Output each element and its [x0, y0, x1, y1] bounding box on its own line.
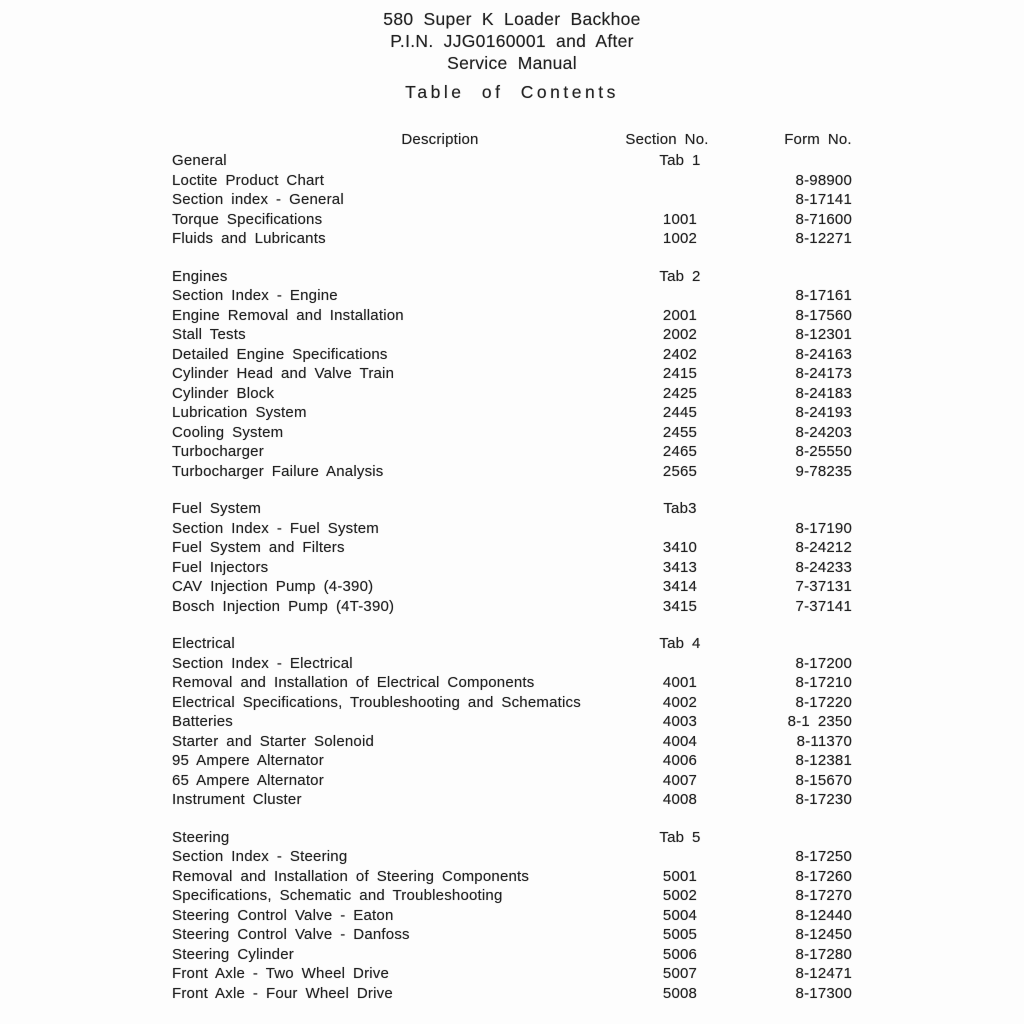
table-row — [172, 771, 862, 791]
row-description: Cooling System — [172, 423, 284, 441]
row-description: Loctite Product Chart — [172, 171, 325, 189]
table-row — [172, 751, 862, 771]
col-header-form-no: Form No. — [784, 131, 852, 148]
row-form-no: 8-12471 — [795, 965, 852, 982]
row-section-no: 4001 — [662, 674, 698, 691]
table-row — [172, 325, 862, 345]
table-row — [172, 519, 862, 539]
row-description: Engine Removal and Installation — [172, 306, 404, 324]
section-rows — [172, 286, 862, 481]
row-description: Cylinder Head and Valve Train — [172, 365, 395, 382]
toc-section — [172, 828, 862, 1004]
row-form-no: 8-24163 — [795, 345, 852, 363]
row-description: Steering Control Valve - Danfoss — [172, 926, 410, 943]
row-description: Specifications, Schematic and Troubleshooting — [172, 887, 503, 904]
row-description: Front Axle - Four Wheel Drive — [172, 984, 393, 1002]
toc-section — [172, 267, 862, 482]
row-description: Turbocharger Failure Analysis — [172, 462, 384, 480]
table-row — [172, 906, 862, 926]
table-row — [172, 654, 862, 674]
table-row — [172, 423, 862, 443]
toc-table — [172, 130, 862, 1003]
row-description: Front Axle - Two Wheel Drive — [172, 965, 390, 982]
col-header-description: Description — [401, 131, 479, 148]
col-header-section-no: Section No. — [625, 131, 709, 148]
section-name: Electrical — [172, 635, 235, 652]
row-section-no: 4007 — [662, 771, 698, 789]
row-description: Stall Tests — [172, 326, 246, 343]
section-header-row — [172, 828, 862, 848]
row-description: CAV Injection Pump (4-390) — [172, 578, 374, 595]
table-row — [172, 673, 862, 693]
row-section-no: 1001 — [662, 210, 698, 228]
table-row — [172, 210, 862, 230]
row-description: Section Index - Electrical — [172, 654, 353, 672]
row-form-no: 8-24183 — [795, 384, 852, 402]
row-form-no: 8-1 2350 — [787, 713, 852, 730]
row-section-no: 4004 — [662, 732, 698, 750]
row-form-no: 8-17141 — [795, 191, 852, 208]
table-row — [172, 171, 862, 191]
row-description: Electrical Specifications, Troubleshooting and Schematics — [172, 693, 581, 711]
row-form-no: 8-12271 — [795, 230, 852, 247]
row-section-no: 4008 — [662, 791, 698, 808]
row-form-no: 8-17210 — [795, 674, 852, 691]
row-description: Section Index - Engine — [172, 287, 338, 304]
table-header-row — [172, 130, 862, 151]
row-description: Section Index - Steering — [172, 848, 348, 865]
row-form-no: 8-25550 — [795, 443, 852, 460]
row-section-no: 5008 — [662, 984, 698, 1002]
row-description: Steering Cylinder — [172, 945, 294, 963]
row-description: Fluids and Lubricants — [172, 230, 326, 247]
row-description: 95 Ampere Alternator — [172, 752, 324, 769]
row-form-no: 8-17280 — [795, 945, 852, 963]
row-description: Cylinder Block — [172, 384, 275, 402]
row-description: Steering Control Valve - Eaton — [172, 906, 394, 924]
row-form-no: 8-71600 — [795, 210, 852, 228]
section-name: Fuel System — [172, 500, 262, 517]
row-form-no: 8-12381 — [795, 752, 852, 769]
row-form-no: 8-24173 — [795, 365, 852, 382]
row-section-no: 5005 — [662, 926, 698, 943]
row-section-no: 2465 — [662, 443, 698, 460]
section-header-row — [172, 267, 862, 287]
section-name: Steering — [172, 828, 230, 846]
table-row — [172, 867, 862, 887]
row-form-no: 8-17270 — [795, 887, 852, 904]
section-tab: Tab 1 — [659, 152, 701, 169]
row-section-no: 2425 — [662, 384, 698, 402]
section-rows — [172, 847, 862, 1003]
toc-sections — [172, 151, 862, 1003]
toc-title: Table of Contents — [405, 82, 619, 102]
table-row — [172, 558, 862, 578]
row-description: Torque Specifications — [172, 210, 323, 228]
row-section-no: 4002 — [662, 693, 698, 711]
row-form-no: 8-17260 — [795, 867, 852, 885]
row-description: Section index - General — [172, 191, 344, 208]
row-form-no: 8-24212 — [795, 539, 852, 556]
row-section-no: 2402 — [662, 345, 698, 363]
table-row — [172, 462, 862, 482]
row-section-no: 2001 — [662, 306, 698, 324]
row-form-no: 8-17190 — [795, 519, 852, 537]
table-row — [172, 984, 862, 1004]
row-form-no: 8-17230 — [795, 791, 852, 808]
section-tab: Tab3 — [663, 500, 697, 517]
row-description: Section Index - Fuel System — [172, 519, 379, 537]
row-description: Instrument Cluster — [172, 791, 302, 808]
row-section-no: 4006 — [662, 752, 698, 769]
section-tab: Tab 4 — [659, 635, 701, 652]
row-form-no: 8-12450 — [795, 926, 852, 943]
row-form-no: 8-17560 — [795, 306, 852, 324]
row-form-no: 8-24233 — [795, 558, 852, 576]
table-row — [172, 925, 862, 945]
row-description: Starter and Starter Solenoid — [172, 732, 375, 750]
row-section-no: 2445 — [662, 404, 698, 421]
section-rows — [172, 654, 862, 810]
row-form-no: 8-17220 — [795, 693, 852, 711]
row-section-no: 3410 — [662, 539, 698, 556]
table-row — [172, 384, 862, 404]
row-section-no: 3413 — [662, 558, 698, 576]
row-description: Removal and Installation of Steering Components — [172, 867, 530, 885]
table-row — [172, 886, 862, 906]
table-row — [172, 403, 862, 423]
row-section-no: 4003 — [662, 713, 698, 730]
row-section-no: 5006 — [662, 945, 698, 963]
table-row — [172, 945, 862, 965]
row-section-no: 5002 — [662, 887, 698, 904]
row-form-no: 9-78235 — [795, 462, 852, 480]
toc-section — [172, 634, 862, 810]
table-row — [172, 345, 862, 365]
table-row — [172, 306, 862, 326]
row-form-no: 8-15670 — [795, 771, 852, 789]
table-row — [172, 286, 862, 306]
table-row — [172, 597, 862, 617]
section-header-row — [172, 151, 862, 171]
table-row — [172, 847, 862, 867]
doc-title-line-1: 580 Super K Loader Backhoe — [383, 9, 641, 29]
table-row — [172, 790, 862, 810]
row-section-no: 5007 — [662, 965, 698, 982]
table-row — [172, 538, 862, 558]
row-section-no: 2415 — [662, 365, 698, 382]
section-tab: Tab 2 — [659, 267, 701, 285]
table-row — [172, 964, 862, 984]
section-header-row — [172, 634, 862, 654]
row-description: Detailed Engine Specifications — [172, 345, 388, 363]
row-form-no: 7-37141 — [795, 597, 852, 615]
section-rows — [172, 519, 862, 617]
row-form-no: 8-17161 — [795, 287, 852, 304]
row-section-no: 3415 — [662, 597, 698, 615]
row-section-no: 1002 — [662, 230, 698, 247]
section-header-row — [172, 499, 862, 519]
table-row — [172, 190, 862, 210]
section-rows — [172, 171, 862, 249]
row-section-no: 2455 — [662, 423, 698, 441]
row-description: Fuel Injectors — [172, 558, 269, 576]
row-form-no: 8-17200 — [795, 654, 852, 672]
table-row — [172, 732, 862, 752]
row-description: Removal and Installation of Electrical Components — [172, 674, 535, 691]
row-section-no: 5001 — [662, 867, 698, 885]
section-tab: Tab 5 — [659, 828, 701, 846]
toc-section — [172, 151, 862, 249]
row-form-no: 8-12440 — [795, 906, 852, 924]
row-form-no: 8-17300 — [795, 984, 852, 1002]
table-row — [172, 364, 862, 384]
doc-title-line-3: Service Manual — [447, 53, 577, 73]
row-form-no: 8-98900 — [795, 171, 852, 189]
document-header — [0, 8, 1024, 74]
row-section-no: 3414 — [662, 578, 698, 595]
row-form-no: 7-37131 — [795, 578, 852, 595]
section-name: Engines — [172, 267, 228, 285]
row-form-no: 8-17250 — [795, 848, 852, 865]
row-description: Batteries — [172, 713, 233, 730]
table-row — [172, 229, 862, 249]
row-description: Lubrication System — [172, 404, 307, 421]
row-form-no: 8-11370 — [796, 732, 852, 750]
row-form-no: 8-12301 — [795, 326, 852, 343]
table-row — [172, 712, 862, 732]
toc-section — [172, 499, 862, 616]
row-description: 65 Ampere Alternator — [172, 771, 324, 789]
table-row — [172, 442, 862, 462]
doc-title-line-2: P.I.N. JJG0160001 and After — [390, 31, 634, 51]
section-name: General — [172, 152, 227, 169]
table-row — [172, 577, 862, 597]
row-form-no: 8-24193 — [795, 404, 852, 421]
table-row — [172, 693, 862, 713]
row-section-no: 5004 — [662, 906, 698, 924]
row-description: Fuel System and Filters — [172, 539, 345, 556]
row-section-no: 2002 — [662, 326, 698, 343]
row-description: Turbocharger — [172, 443, 264, 460]
row-section-no: 2565 — [662, 462, 698, 480]
row-description: Bosch Injection Pump (4T-390) — [172, 597, 395, 615]
row-form-no: 8-24203 — [795, 423, 852, 441]
